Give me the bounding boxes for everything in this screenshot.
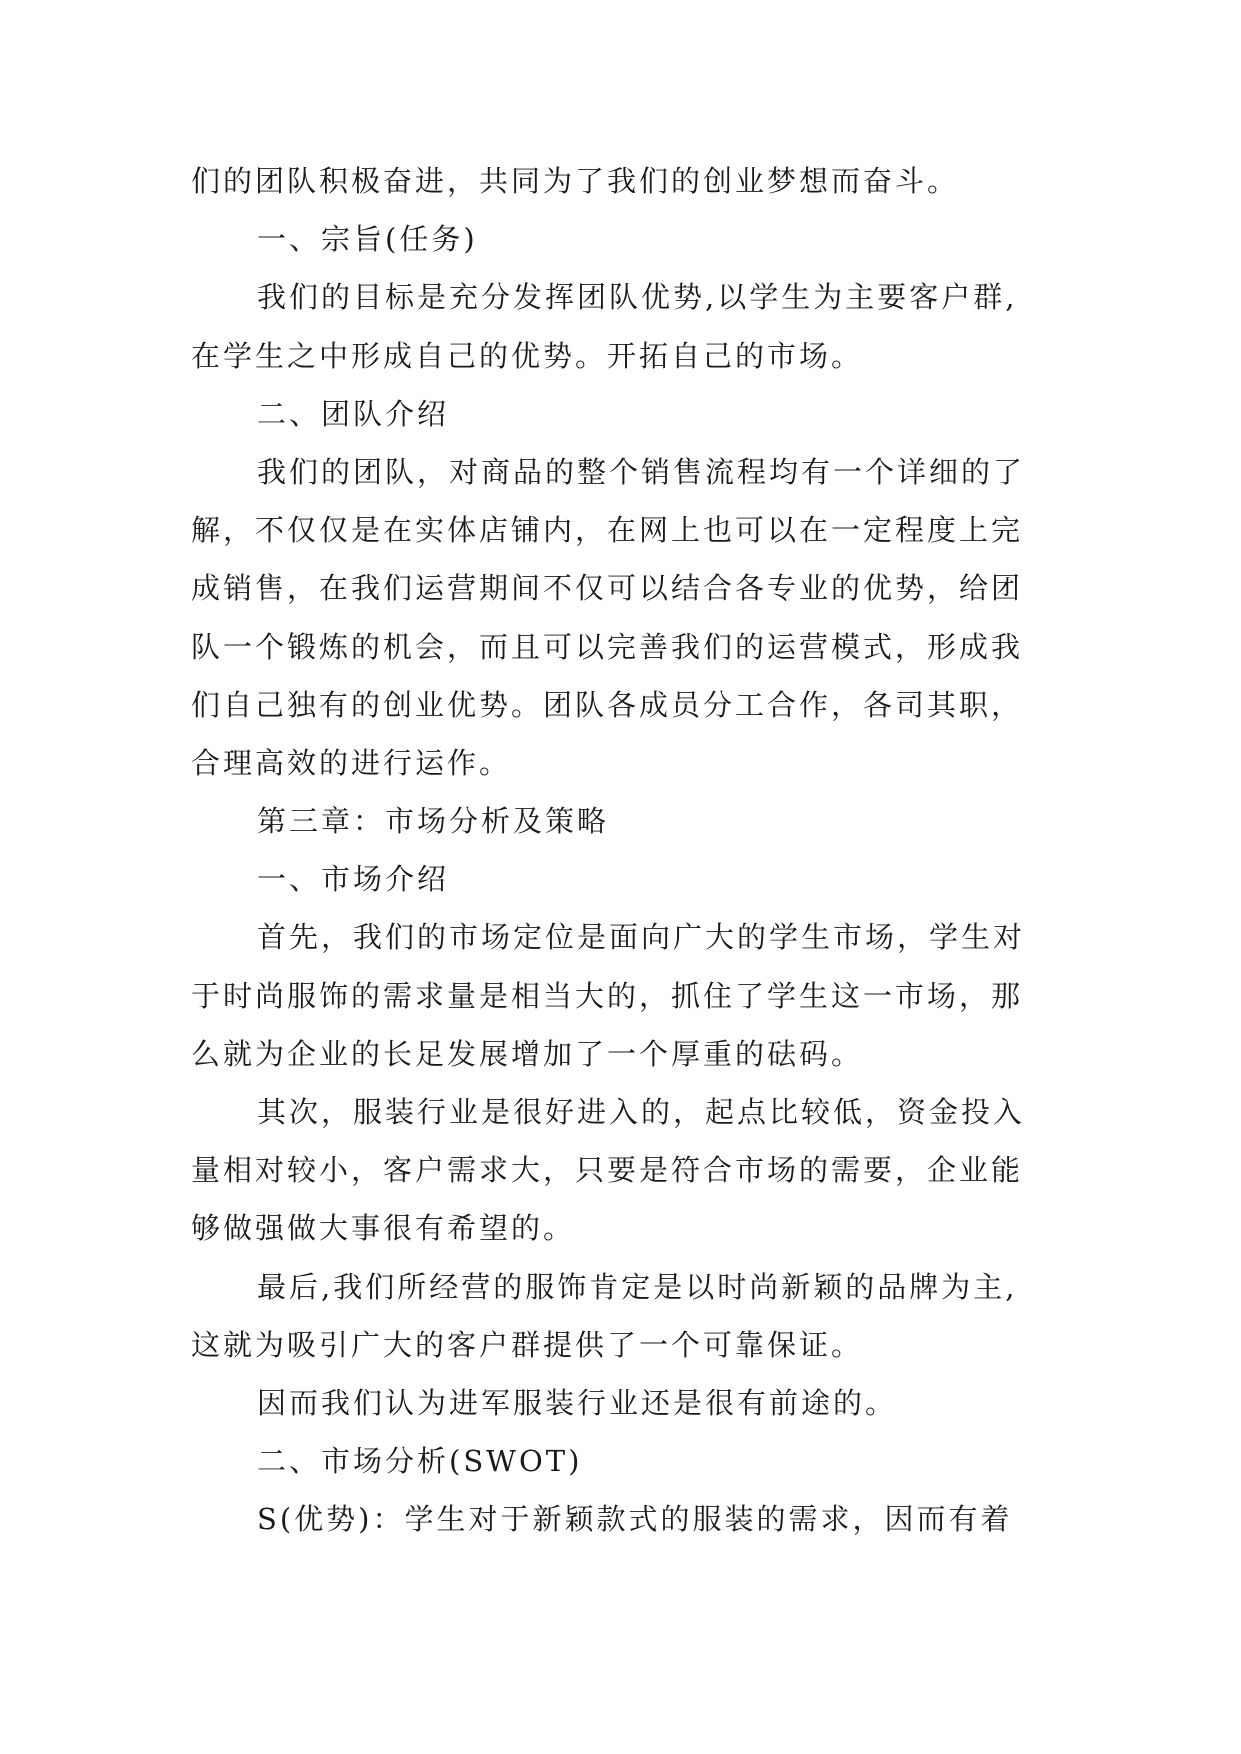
text-line: S(优势)：学生对于新颖款式的服装的需求，因而有着 bbox=[257, 1502, 1013, 1537]
text-line: 解，不仅仅是在实体店铺内，在网上也可以在一定程度上完 bbox=[191, 513, 1024, 548]
text-line: 因而我们认为进军服装行业还是很有前途的。 bbox=[257, 1385, 898, 1420]
text-line: 我们的团队，对商品的整个销售流程均有一个详细的了 bbox=[257, 454, 1026, 489]
text-line: 我们的目标是充分发挥团队优势,以学生为主要客户群, bbox=[257, 280, 1018, 315]
text-line: 成销售，在我们运营期间不仅可以结合各专业的优势，给团 bbox=[191, 571, 1024, 606]
text-line: 这就为吸引广大的客户群提供了一个可靠保证。 bbox=[191, 1327, 864, 1362]
text-line: 么就为企业的长足发展增加了一个厚重的砝码。 bbox=[191, 1036, 864, 1071]
text-line: 量相对较小，客户需求大，只要是符合市场的需要，企业能 bbox=[191, 1153, 1024, 1188]
text-line: 一、宗旨(任务) bbox=[257, 222, 478, 257]
text-line: 首先，我们的市场定位是面向广大的学生市场，学生对 bbox=[257, 920, 1026, 955]
text-line: 其次，服装行业是很好进入的，起点比较低，资金投入 bbox=[257, 1095, 1026, 1129]
text-line: 第三章：市场分析及策略 bbox=[257, 804, 610, 839]
document-body bbox=[191, 152, 1091, 1549]
text-line: 们自己独有的创业优势。团队各成员分工合作，各司其职， bbox=[191, 687, 1024, 722]
text-line: 二、团队介绍 bbox=[257, 396, 450, 431]
text-line: 们的团队积极奋进，共同为了我们的创业梦想而奋斗。 bbox=[191, 164, 960, 198]
text-line: 在学生之中形成自己的优势。开拓自己的市场。 bbox=[191, 338, 864, 373]
text-line: 一、市场介绍 bbox=[257, 862, 450, 897]
text-line: 于时尚服饰的需求量是相当大的，抓住了学生这一市场，那 bbox=[191, 978, 1024, 1013]
text-line: 队一个锻炼的机会，而且可以完善我们的运营模式，形成我 bbox=[191, 629, 1024, 664]
text-line: 合理高效的进行运作。 bbox=[191, 745, 512, 780]
text-line: 够做强做大事很有希望的。 bbox=[191, 1211, 576, 1246]
text-line: 二、市场分析(SWOT) bbox=[257, 1444, 583, 1479]
text-line: 最后,我们所经营的服饰肯定是以时尚新颖的品牌为主, bbox=[257, 1269, 1018, 1304]
